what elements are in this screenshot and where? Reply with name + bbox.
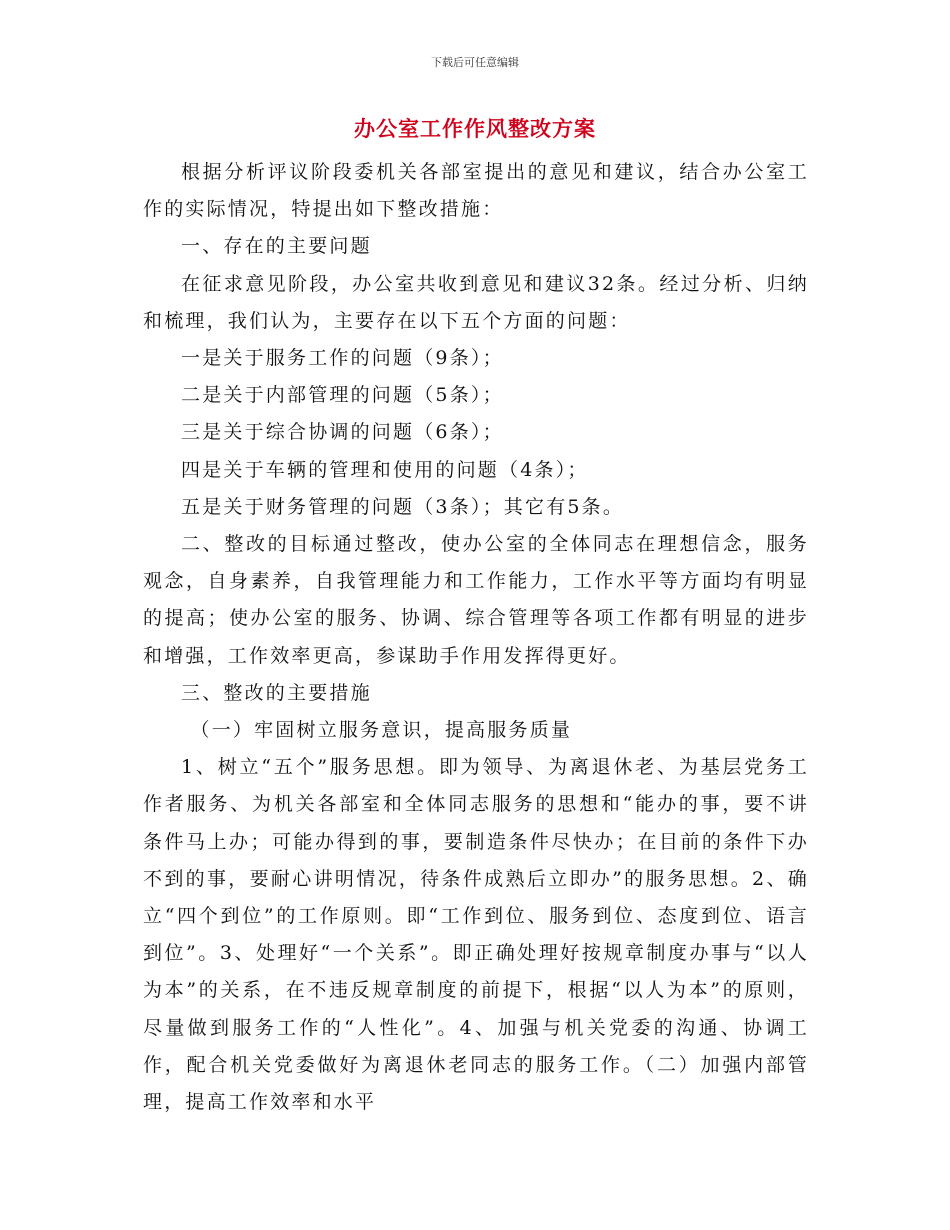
paragraph-intro: 根据分析评议阶段委机关各部室提出的意见和建议，结合办公室工作的实际情况，特提出如下整改措施： (143, 161, 809, 221)
paragraph-goals: 二、整改的目标通过整改，使办公室的全体同志在理想信念，服务观念，自身素养，自我管理能力和工作能力，工作水平等方面均有明显的提高；使办公室的服务、协调、综合管理等各项工作都有明显的进步和增强，工作效率更高，参谋助手作用发挥得更好。 (143, 533, 809, 667)
paragraph-problems-summary: 在征求意见阶段，办公室共收到意见和建议32条。经过分析、归纳和梳理，我们认为，主要存在以下五个方面的问题： (143, 272, 809, 332)
section-heading-3: 三、整改的主要措施 (181, 681, 372, 704)
document-body (143, 154, 809, 1121)
list-item-problem-2: 二是关于内部管理的问题（5条）； (181, 384, 504, 407)
header-note: 下载后可任意编辑 (431, 56, 519, 69)
section-heading-1: 一、存在的主要问题 (181, 235, 372, 258)
document-title: 办公室工作作风整改方案 (354, 117, 596, 141)
list-item-problem-3: 三是关于综合协调的问题（6条）； (181, 421, 504, 444)
list-item-problem-4: 四是关于车辆的管理和使用的问题（4条）； (181, 458, 589, 481)
paragraph-measures: 1、树立“五个”服务思想。即为领导、为离退休老、为基层党务工作者服务、为机关各部室和全体同志服务的思想和“能办的事，要不讲条件马上办；可能办得到的事，要制造条件尽快办；在目前的条件下办不到的事，要耐心讲明情况，待条件成熟后立即办”的服务思想。2、确立“四个到位”的工作原则。即“工作到位、服务到位、态度到位、语言到位”。3、处理好“一个关系”。即正确处理好按规章制度办事与“以人为本”的关系，在不违反规章制度的前提下，根据“以人为本”的原则，尽量做到服务工作的“人性化”。4、加强与机关党委的沟通、协调工作，配合机关党委做好为离退休老同志的服务工作。（二）加强内部管理，提高工作效率和水平 (143, 756, 809, 1114)
list-item-problem-5: 五是关于财务管理的问题（3条）；其它有5条。 (181, 495, 625, 518)
list-item-problem-1: 一是关于服务工作的问题（9条）； (181, 347, 504, 370)
subsection-heading-1: （一）牢固树立服务意识，提高服务质量 (190, 719, 573, 742)
